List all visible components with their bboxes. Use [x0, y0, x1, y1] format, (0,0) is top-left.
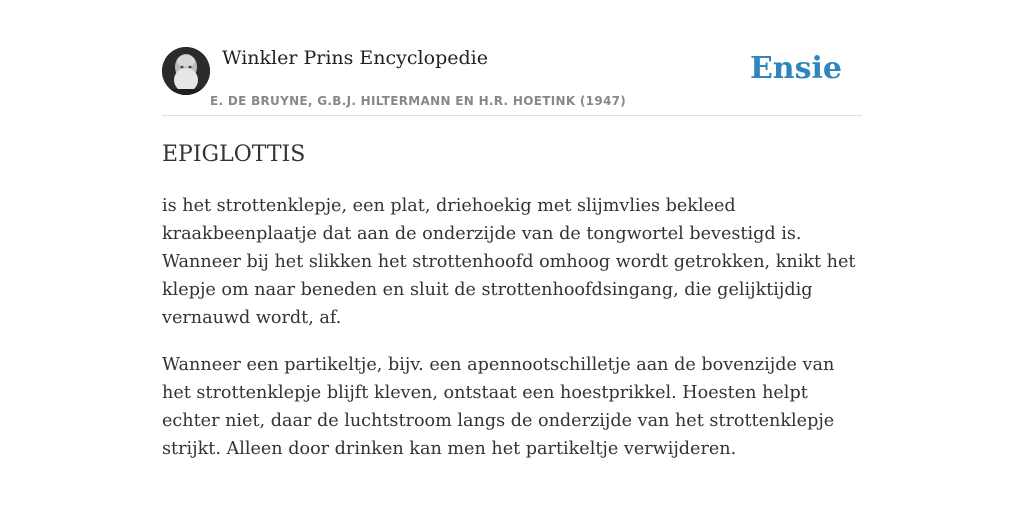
- article-body: [162, 192, 862, 482]
- source-title[interactable]: Winkler Prins Encyclopedie: [222, 47, 488, 69]
- article-paragraph: is het strottenklepje, een plat, driehoekig met slijmvlies bekleed kraakbeenplaatje dat aan de onderzijde van de tongwortel bevestigd is. Wanneer bij het slikken het strottenhoofd omhoog wordt getrokken, knikt het klepje om naar beneden en sluit de strottenhoofdsingang, die gelijktijdig vernauwd wordt, af.: [162, 196, 856, 328]
- source-authors: E. DE BRUYNE, G.B.J. HILTERMANN EN H.R. HOETINK (1947): [210, 94, 627, 108]
- brand-logo[interactable]: Ensie: [749, 51, 842, 86]
- author-avatar: [162, 47, 210, 95]
- page: [162, 0, 862, 459]
- article-paragraph: Wanneer een partikeltje, bijv. een apennootschilletje aan de bovenzijde van het strottenklepje blijft kleven, ontstaat een hoestprikkel. Hoesten helpt echter niet, daar de luchtstroom langs de onderzijde van het strottenklepje strijkt. Alleen door drinken kan men het partikeltje verwijderen.: [162, 355, 835, 459]
- source-header: [162, 0, 862, 116]
- author-portrait-icon: [162, 47, 210, 95]
- article-title: EPIGLOTTIS: [162, 142, 306, 167]
